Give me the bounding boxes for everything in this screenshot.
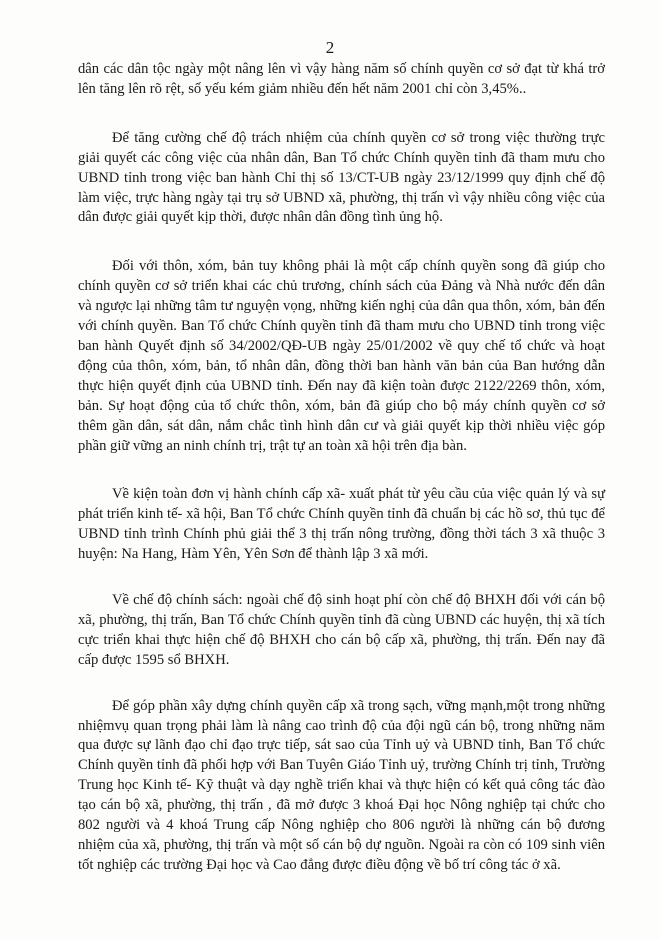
paragraph-social-insurance: Về chế độ chính sách: ngoài chế độ sinh hoạt phí còn chế độ BHXH đối với cán bộ xã, phường, thị trấn, Ban Tổ chức Chính quyền tỉnh đã cùng UBND các huyện, thị xã tích cực triển khai thực hiện chế độ BHXH cho cán bộ cấp xã, phường, thị trấn. Đến nay đã cấp được 1595 sổ BHXH. [78,592,605,668]
document-body [78,60,605,876]
paragraph-village-organization: Đối với thôn, xóm, bản tuy không phải là một cấp chính quyền song đã giúp cho chính quyền cơ sở triển khai các chủ trương, chính sách của Đảng và Nhà nước đến dân và ngược lại những tâm tư nguyện vọng, những kiến nghị của dân qua thôn, xóm, bản đến với chính quyền. Ban Tổ chức Chính quyền tỉnh đã tham mưu cho UBND tỉnh trong việc ban hành Quyết định số 34/2002/QĐ-UB ngày 25/01/2002 về quy chế tổ chức và hoạt động của thôn, xóm, bản, tổ nhân dân, đồng thời ban hành văn bản của Ban hướng dẫn thực hiện quyết định của UBND tỉnh. Đến nay đã kiện toàn được 2122/2269 thôn, xóm, bản. Sự hoạt động của tổ chức thôn, xóm, bản đã giúp cho bộ máy chính quyền cơ sở thêm gần dân, sát dân, nắm chắc tình hình dân cư và giải quyết kịp thời nhiều việc góp phần giữ vững an ninh chính trị, trật tự an toàn xã hội trên địa bàn. [78,258,605,454]
paragraph-duty-regime: Để tăng cường chế độ trách nhiệm của chính quyền cơ sở trong việc thường trực giải quyết các công việc của nhân dân, Ban Tổ chức Chính quyền tỉnh đã tham mưu cho UBND tỉnh trong việc ban hành Chỉ thị số 13/CT-UB ngày 23/12/1999 quy định chế độ làm việc, trực hàng ngày tại trụ sở UBND xã, phường, thị trấn vì vậy nhiều công việc của dân được giải quyết kịp thời, được nhân dân đồng tình ủng hộ. [78,129,605,226]
paragraph-continuation: dân các dân tộc ngày một nâng lên vì vậy hàng năm số chính quyền cơ sở đạt từ khá trở lên tăng lên rõ rệt, số yếu kém giảm nhiều đến hết năm 2001 chỉ còn 3,45%.. [78,61,605,97]
page-number: 2 [325,38,335,57]
paragraph-cadre-training: Để góp phần xây dựng chính quyền cấp xã trong sạch, vững mạnh,một trong những nhiệmvụ quan trọng phải làm là nâng cao trình độ của đội ngũ cán bộ, trong những năm qua được sự lãnh đạo chỉ đạo trực tiếp, sát sao của Tỉnh uỷ và UBND tỉnh, Ban Tổ chức Chính quyền tỉnh đã phối hợp với Ban Tuyên Giáo Tỉnh uỷ, trường Chính trị tỉnh, Trường Trung học Kinh tế- Kỹ thuật và dạy nghề triển khai và thực hiện có kết quả công tác đào tạo cán bộ xã, phường, thị trấn , đã mở được 3 khoá Đại học Nông nghiệp tại chức cho 802 người và 4 khoá Trung cấp Nông nghiệp cho 806 người là những cán bộ đương nhiệm của xã, phường, thị trấn và một số cán bộ dự nguồn. Ngoài ra còn có 109 sinh viên tốt nghiệp các trường Đại học và Cao đẳng được điều động về bố trí công tác ở xã. [78,697,605,873]
paragraph-administrative-units: Về kiện toàn đơn vị hành chính cấp xã- xuất phát từ yêu cầu của việc quản lý và sự phát triển kinh tế- xã hội, Ban Tổ chức Chính quyền tỉnh đã chuẩn bị các hồ sơ, thủ tục để UBND tỉnh trình Chính phủ giải thể 3 thị trấn nông trường, đồng thời tách 3 xã thuộc 3 huyện: Na Hang, Hàm Yên, Yên Sơn để thành lập 3 xã mới. [78,486,605,563]
